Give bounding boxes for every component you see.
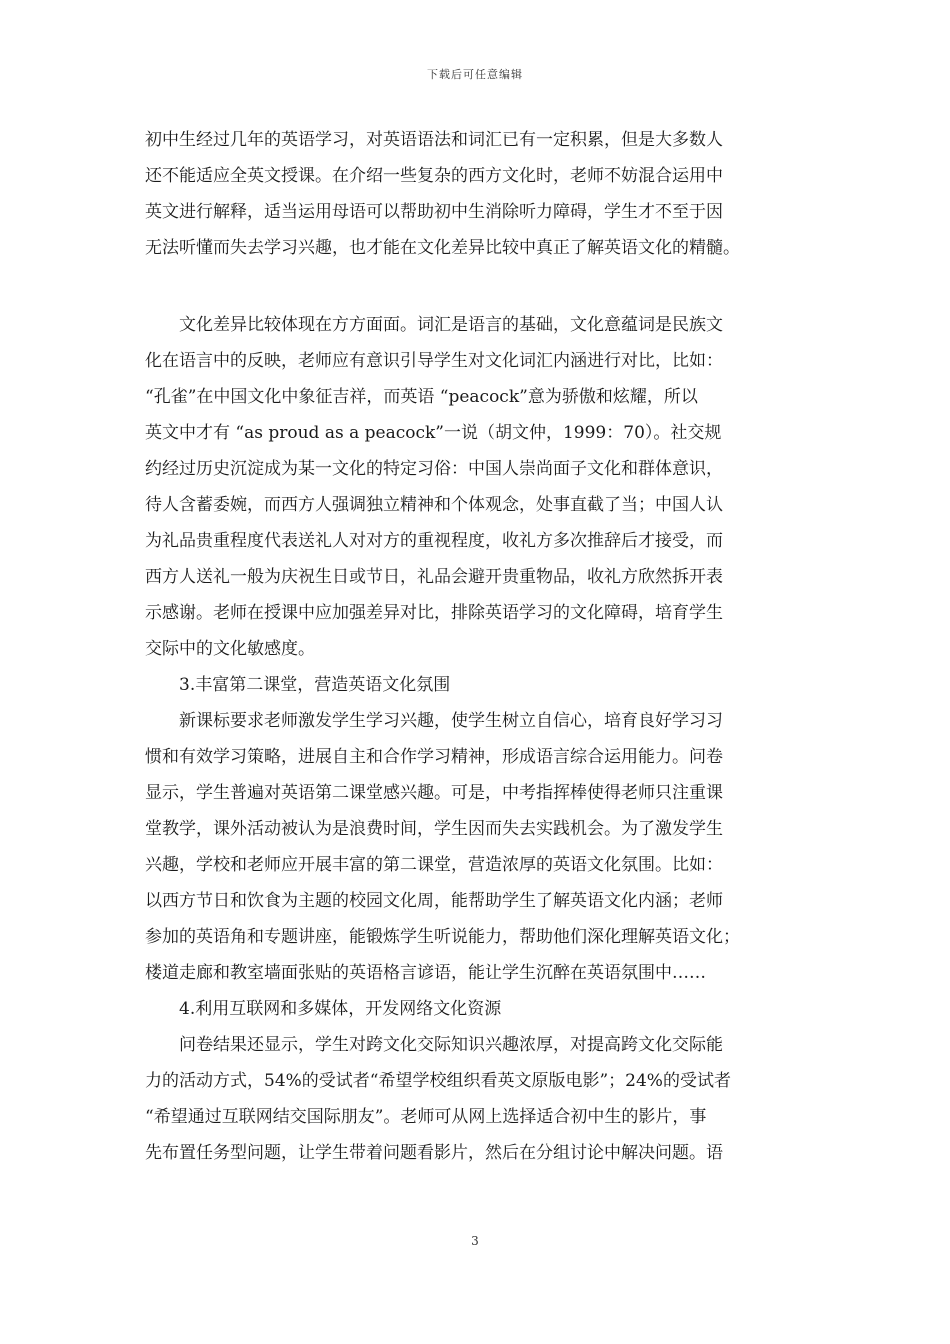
body-line: 新课标要求老师激发学生学习兴趣，使学生树立自信心，培育良好学习习 — [145, 711, 723, 731]
body-line: 英文进行解释，适当运用母语可以帮助初中生消除听力障碍，学生才不至于因 — [145, 202, 723, 222]
body-line: 西方人送礼一般为庆祝生日或节日，礼品会避开贵重物品，收礼方欣然拆开表 — [145, 567, 723, 587]
page-header: 下载后可任意编辑 — [427, 68, 523, 81]
body-line: 力的活动方式，54%的受试者“希望学校组织看英文原版电影”；24%的受试者 — [145, 1071, 731, 1091]
body-line: 以西方节日和饮食为主题的校园文化周，能帮助学生了解英语文化内涵；老师 — [145, 891, 723, 911]
body-line: 惯和有效学习策略，进展自主和合作学习精神，形成语言综合运用能力。问卷 — [145, 747, 723, 767]
body-line: 初中生经过几年的英语学习，对英语语法和词汇已有一定积累，但是大多数人 — [145, 130, 723, 150]
body-line: 示感谢。老师在授课中应加强差异对比，排除英语学习的文化障碍，培育学生 — [145, 603, 723, 623]
body-line: 文化差异比较体现在方方面面。词汇是语言的基础，文化意蕴词是民族文 — [145, 315, 723, 335]
body-line: “希望通过互联网结交国际朋友”。老师可从网上选择适合初中生的影片，事 — [145, 1107, 707, 1127]
body-line: 堂教学，课外活动被认为是浪费时间，学生因而失去实践机会。为了激发学生 — [145, 819, 723, 839]
body-line: 无法听懂而失去学习兴趣，也才能在文化差异比较中真正了解英语文化的精髓。 — [145, 238, 740, 258]
body-line: “孔雀”在中国文化中象征吉祥，而英语 “peacock”意为骄傲和炫耀，所以 — [145, 387, 698, 407]
body-line: 兴趣，学校和老师应开展丰富的第二课堂，营造浓厚的英语文化氛围。比如： — [145, 855, 723, 875]
body-line: 还不能适应全英文授课。在介绍一些复杂的西方文化时，老师不妨混合运用中 — [145, 166, 723, 186]
body-line: 先布置任务型问题，让学生带着问题看影片，然后在分组讨论中解决问题。语 — [145, 1143, 723, 1163]
page-number: 3 — [471, 1234, 479, 1248]
body-line: 交际中的文化敏感度。 — [145, 639, 315, 659]
body-line: 显示，学生普遍对英语第二课堂感兴趣。可是，中考指挥棒使得老师只注重课 — [145, 783, 723, 803]
body-line: 约经过历史沉淀成为某一文化的特定习俗：中国人崇尚面子文化和群体意识， — [145, 459, 723, 479]
body-line: 问卷结果还显示，学生对跨文化交际知识兴趣浓厚，对提高跨文化交际能 — [145, 1035, 723, 1055]
body-line: 为礼品贵重程度代表送礼人对对方的重视程度，收礼方多次推辞后才接受，而 — [145, 531, 723, 551]
body-line: 化在语言中的反映，老师应有意识引导学生对文化词汇内涵进行对比，比如： — [145, 351, 723, 371]
body-line: 参加的英语角和专题讲座，能锻炼学生听说能力，帮助他们深化理解英语文化； — [145, 927, 740, 947]
body-line: 楼道走廊和教室墙面张贴的英语格言谚语，能让学生沉醉在英语氛围中…… — [145, 963, 706, 983]
section-heading: 4.利用互联网和多媒体，开发网络文化资源 — [145, 999, 502, 1019]
section-heading: 3.丰富第二课堂，营造英语文化氛围 — [145, 675, 451, 695]
body-line: 待人含蓄委婉，而西方人强调独立精神和个体观念，处事直截了当；中国人认 — [145, 495, 723, 515]
body-line: 英文中才有 “as proud as a peacock”一说（胡文仲，1999：70）。社交规 — [145, 423, 722, 443]
